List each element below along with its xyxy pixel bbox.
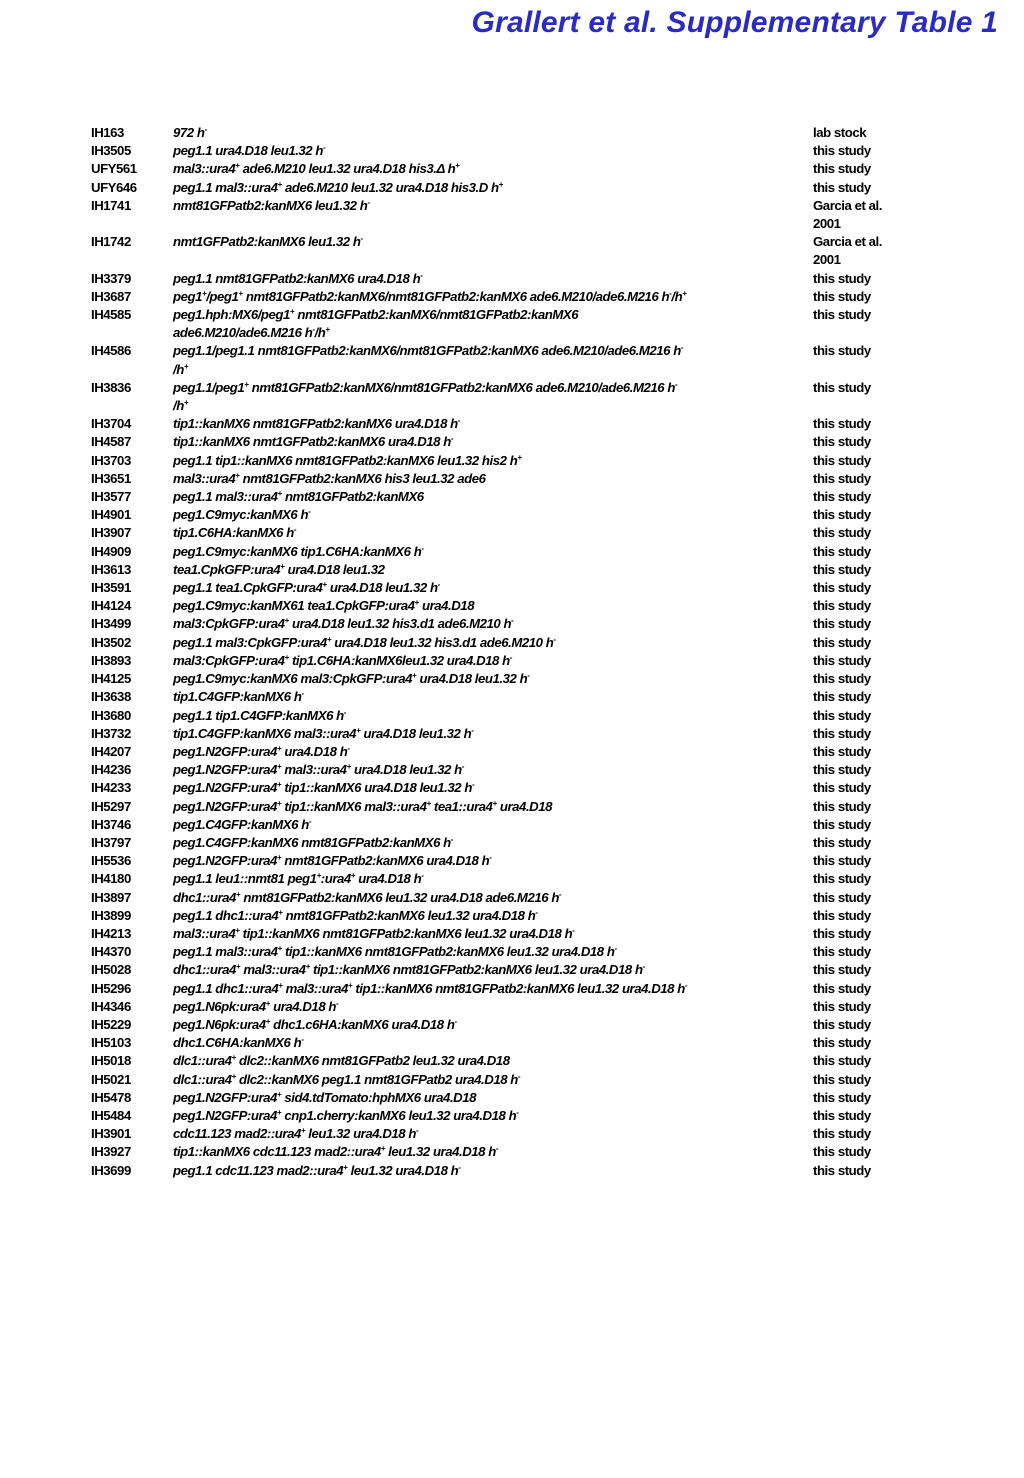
- strain-id: IH3732: [91, 725, 131, 741]
- strain-id: IH3746: [91, 816, 131, 832]
- strain-genotype: [173, 452, 813, 470]
- strain-id: IH5018: [91, 1053, 131, 1069]
- table-row: [91, 579, 903, 597]
- strain-source: Garcia et al. 2001: [813, 197, 882, 232]
- table-row: [91, 652, 903, 670]
- strain-source: this study: [813, 561, 871, 577]
- strain-source: this study: [813, 288, 871, 304]
- strain-source: this study: [813, 762, 871, 778]
- genotype-line: nmt81GFPatb2:kanMX6 leu1.32 h-: [173, 197, 370, 213]
- strain-source: this study: [813, 798, 871, 814]
- strain-id: IH3502: [91, 634, 131, 650]
- strain-source: this study: [813, 1107, 871, 1123]
- strain-id: IH3680: [91, 707, 131, 723]
- strain-genotype: [173, 725, 813, 743]
- table-row: [91, 1107, 903, 1125]
- genotype-line: peg1.hph:MX6/peg1+ nmt81GFPatb2:kanMX6/nmt81GFPatb2:kanMX6: [173, 307, 579, 323]
- table-row: [91, 233, 903, 269]
- genotype-line: peg1.N2GFP:ura4+ mal3::ura4+ ura4.D18 leu1.32 h-: [173, 762, 464, 778]
- strain-genotype: [173, 433, 813, 451]
- table-row: [91, 160, 903, 178]
- strain-id: IH4207: [91, 743, 131, 759]
- table-row: [91, 1162, 903, 1180]
- strain-genotype: [173, 506, 813, 524]
- strain-table: [91, 124, 903, 1180]
- strain-source: this study: [813, 671, 871, 687]
- strain-id: IH5484: [91, 1107, 131, 1123]
- strain-id: IH4909: [91, 543, 131, 559]
- strain-source: this study: [813, 270, 871, 286]
- strain-source: this study: [813, 780, 871, 796]
- table-row: [91, 288, 903, 306]
- genotype-line: peg1.1 tip1::kanMX6 nmt81GFPatb2:kanMX6 leu1.32 his2 h+: [173, 452, 522, 468]
- strain-id: IH3613: [91, 561, 131, 577]
- table-row: [91, 779, 903, 797]
- genotype-line: peg1.N2GFP:ura4+ cnp1.cherry:kanMX6 leu1.32 ura4.D18 h-: [173, 1107, 519, 1123]
- strain-source: this study: [813, 962, 871, 978]
- table-row: [91, 1143, 903, 1161]
- strain-genotype: [173, 306, 813, 342]
- strain-source: this study: [813, 598, 871, 614]
- table-row: [91, 415, 903, 433]
- genotype-line: peg1.N2GFP:ura4+ tip1::kanMX6 mal3::ura4+ tea1::ura4+ ura4.D18: [173, 798, 552, 814]
- table-row: [91, 834, 903, 852]
- strain-genotype: [173, 597, 813, 615]
- genotype-line: ade6.M210/ade6.M216 h-/h+: [173, 325, 330, 341]
- strain-genotype: [173, 470, 813, 488]
- genotype-line: dlc1::ura4+ dlc2::kanMX6 peg1.1 nmt81GFPatb2 ura4.D18 h-: [173, 1071, 521, 1087]
- strain-genotype: [173, 415, 813, 433]
- genotype-line: peg1.N6pk:ura4+ ura4.D18 h-: [173, 998, 339, 1014]
- strain-genotype: [173, 142, 813, 160]
- table-row: [91, 998, 903, 1016]
- strain-source: this study: [813, 707, 871, 723]
- strain-source: this study: [813, 743, 871, 759]
- genotype-line: peg1.1 mal3:CpkGFP:ura4+ ura4.D18 leu1.32 his3.d1 ade6.M210 h-: [173, 634, 556, 650]
- genotype-line: tip1.C4GFP:kanMX6 h-: [173, 689, 304, 705]
- strain-source: this study: [813, 834, 871, 850]
- strain-id: IH3379: [91, 270, 131, 286]
- strain-genotype: [173, 561, 813, 579]
- strain-genotype: [173, 270, 813, 288]
- table-row: [91, 943, 903, 961]
- table-row: [91, 124, 903, 142]
- strain-source: this study: [813, 525, 871, 541]
- strain-genotype: [173, 652, 813, 670]
- strain-source: this study: [813, 161, 871, 177]
- strain-genotype: [173, 288, 813, 306]
- genotype-line: peg1.N2GFP:ura4+ nmt81GFPatb2:kanMX6 ura4.D18 h-: [173, 853, 492, 869]
- strain-id: IH3907: [91, 525, 131, 541]
- strain-source: this study: [813, 652, 871, 668]
- genotype-line: peg1.C4GFP:kanMX6 h-: [173, 816, 312, 832]
- strain-source: this study: [813, 907, 871, 923]
- strain-id: UFY646: [91, 179, 137, 195]
- genotype-line: mal3::ura4+ ade6.M210 leu1.32 ura4.D18 his3.Δ h+: [173, 161, 460, 177]
- strain-genotype: [173, 834, 813, 852]
- table-row: [91, 761, 903, 779]
- strain-genotype: [173, 160, 813, 178]
- page-title: Grallert et al. Supplementary Table 1: [471, 6, 998, 39]
- strain-genotype: [173, 907, 813, 925]
- strain-source: this study: [813, 944, 871, 960]
- table-row: [91, 506, 903, 524]
- strain-genotype: [173, 579, 813, 597]
- genotype-line: peg1.1/peg1+ nmt81GFPatb2:kanMX6/nmt81GFPatb2:kanMX6 ade6.M210/ade6.M216 h-: [173, 379, 678, 395]
- genotype-line: peg1.1 cdc11.123 mad2::ura4+ leu1.32 ura4.D18 h-: [173, 1162, 461, 1178]
- strain-genotype: [173, 1016, 813, 1034]
- strain-id: IH4585: [91, 307, 131, 323]
- strain-id: IH1742: [91, 234, 131, 250]
- strain-genotype: [173, 379, 813, 415]
- table-row: [91, 452, 903, 470]
- strain-source: this study: [813, 379, 871, 395]
- strain-id: IH3704: [91, 416, 131, 432]
- strain-genotype: [173, 179, 813, 197]
- strain-genotype: [173, 889, 813, 907]
- strain-source: this study: [813, 689, 871, 705]
- strain-id: IH4124: [91, 598, 131, 614]
- strain-genotype: [173, 943, 813, 961]
- strain-source: this study: [813, 816, 871, 832]
- strain-source: this study: [813, 1016, 871, 1032]
- strain-source: this study: [813, 1071, 871, 1087]
- strain-id: IH5028: [91, 962, 131, 978]
- strain-source: this study: [813, 489, 871, 505]
- table-row: [91, 543, 903, 561]
- strain-id: IH4180: [91, 871, 131, 887]
- strain-id: IH4233: [91, 780, 131, 796]
- strain-source: this study: [813, 507, 871, 523]
- strain-source: this study: [813, 634, 871, 650]
- strain-source: this study: [813, 889, 871, 905]
- strain-id: IH4370: [91, 944, 131, 960]
- table-row: [91, 615, 903, 633]
- strain-genotype: [173, 1107, 813, 1125]
- strain-source: Garcia et al. 2001: [813, 234, 882, 268]
- genotype-line: peg1+/peg1+ nmt81GFPatb2:kanMX6/nmt81GFPatb2:kanMX6 ade6.M210/ade6.M216 h-/h+: [173, 288, 687, 304]
- genotype-line: dlc1::ura4+ dlc2::kanMX6 nmt81GFPatb2 leu1.32 ura4.D18: [173, 1053, 510, 1069]
- strain-id: IH3638: [91, 689, 131, 705]
- table-row: [91, 179, 903, 197]
- strain-genotype: [173, 524, 813, 542]
- strain-id: IH3577: [91, 489, 131, 505]
- strain-id: IH5103: [91, 1035, 131, 1051]
- strain-genotype: [173, 961, 813, 979]
- strain-genotype: [173, 634, 813, 652]
- genotype-line: tip1::kanMX6 cdc11.123 mad2::ura4+ leu1.32 ura4.D18 h-: [173, 1144, 499, 1160]
- strain-genotype: [173, 707, 813, 725]
- table-row: [91, 743, 903, 761]
- genotype-line: tea1.CpkGFP:ura4+ ura4.D18 leu1.32: [173, 561, 385, 577]
- table-row: [91, 688, 903, 706]
- table-row: [91, 379, 903, 415]
- strain-source: this study: [813, 616, 871, 632]
- genotype-line: peg1.1 mal3::ura4+ ade6.M210 leu1.32 ura4.D18 his3.D h+: [173, 179, 503, 195]
- strain-id: IH3897: [91, 889, 131, 905]
- table-row: [91, 597, 903, 615]
- genotype-line: dhc1::ura4+ nmt81GFPatb2:kanMX6 leu1.32 ura4.D18 ade6.M216 h-: [173, 889, 562, 905]
- strain-id: IH4901: [91, 507, 131, 523]
- strain-source: lab stock: [813, 125, 867, 140]
- genotype-line: peg1.C4GFP:kanMX6 nmt81GFPatb2:kanMX6 h-: [173, 834, 453, 850]
- table-row: [91, 907, 903, 925]
- strain-genotype: [173, 342, 813, 378]
- strain-source: this study: [813, 1089, 871, 1105]
- genotype-line: peg1.C9myc:kanMX6 h-: [173, 507, 311, 523]
- strain-id: IH3703: [91, 452, 131, 468]
- strain-genotype: [173, 1089, 813, 1107]
- strain-id: IH5478: [91, 1089, 131, 1105]
- strain-id: IH4346: [91, 998, 131, 1014]
- genotype-line: peg1.1 mal3::ura4+ tip1::kanMX6 nmt81GFPatb2:kanMX6 leu1.32 ura4.D18 h-: [173, 944, 617, 960]
- strain-genotype: [173, 870, 813, 888]
- table-row: [91, 961, 903, 979]
- strain-id: IH4587: [91, 434, 131, 450]
- genotype-line: dhc1.C6HA:kanMX6 h-: [173, 1035, 304, 1051]
- table-row: [91, 1016, 903, 1034]
- genotype-line: peg1.C9myc:kanMX61 tea1.CpkGFP:ura4+ ura4.D18: [173, 598, 475, 614]
- strain-id: IH4125: [91, 671, 131, 687]
- strain-id: IH4586: [91, 343, 131, 359]
- strain-genotype: [173, 615, 813, 633]
- genotype-line: nmt1GFPatb2:kanMX6 leu1.32 h-: [173, 234, 363, 250]
- strain-source: this study: [813, 452, 871, 468]
- strain-id: IH163: [91, 125, 124, 140]
- table-row: [91, 488, 903, 506]
- table-row: [91, 816, 903, 834]
- genotype-line: tip1.C6HA:kanMX6 h-: [173, 525, 297, 541]
- strain-genotype: [173, 852, 813, 870]
- strain-id: IH5296: [91, 980, 131, 996]
- strain-source: this study: [813, 925, 871, 941]
- strain-genotype: [173, 761, 813, 779]
- table-row: [91, 725, 903, 743]
- strain-id: IH3836: [91, 379, 131, 395]
- strain-source: this study: [813, 725, 871, 741]
- table-row: [91, 1089, 903, 1107]
- genotype-line: peg1.N2GFP:ura4+ tip1::kanMX6 ura4.D18 leu1.32 h-: [173, 780, 475, 796]
- table-row: [91, 980, 903, 998]
- table-row: [91, 670, 903, 688]
- strain-id: IH5297: [91, 798, 131, 814]
- strain-id: IH3591: [91, 580, 131, 596]
- table-row: [91, 142, 903, 160]
- table-row: [91, 306, 903, 342]
- strain-source: this study: [813, 1053, 871, 1069]
- strain-genotype: [173, 743, 813, 761]
- table-row: [91, 889, 903, 907]
- table-row: [91, 925, 903, 943]
- table-row: [91, 433, 903, 451]
- table-row: [91, 470, 903, 488]
- strain-source: this study: [813, 143, 871, 159]
- genotype-line: peg1.1/peg1.1 nmt81GFPatb2:kanMX6/nmt81GFPatb2:kanMX6 ade6.M210/ade6.M216 h-: [173, 343, 684, 359]
- strain-genotype: [173, 1125, 813, 1143]
- strain-source: this study: [813, 1162, 871, 1178]
- table-row: [91, 798, 903, 816]
- genotype-line: tip1::kanMX6 nmt81GFPatb2:kanMX6 ura4.D18 h-: [173, 416, 460, 432]
- genotype-line: peg1.N2GFP:ura4+ ura4.D18 h-: [173, 743, 350, 759]
- strain-source: this study: [813, 543, 871, 559]
- table-row: [91, 852, 903, 870]
- strain-genotype: [173, 670, 813, 688]
- strain-source: this study: [813, 434, 871, 450]
- genotype-line: peg1.1 dhc1::ura4+ nmt81GFPatb2:kanMX6 leu1.32 ura4.D18 h-: [173, 907, 538, 923]
- strain-id: IH3899: [91, 907, 131, 923]
- genotype-line: cdc11.123 mad2::ura4+ leu1.32 ura4.D18 h-: [173, 1126, 419, 1142]
- strain-source: this study: [813, 470, 871, 486]
- strain-source: this study: [813, 343, 871, 359]
- table-row: [91, 634, 903, 652]
- strain-source: this study: [813, 853, 871, 869]
- strain-table-body: [91, 124, 903, 1180]
- strain-source: this study: [813, 416, 871, 432]
- table-row: [91, 561, 903, 579]
- strain-id: IH3927: [91, 1144, 131, 1160]
- strain-genotype: [173, 1162, 813, 1180]
- table-row: [91, 524, 903, 542]
- strain-genotype: [173, 980, 813, 998]
- genotype-line: peg1.1 tip1.C4GFP:kanMX6 h-: [173, 707, 346, 723]
- strain-id: IH3505: [91, 143, 131, 159]
- strain-genotype: [173, 816, 813, 834]
- genotype-line: peg1.C9myc:kanMX6 tip1.C6HA:kanMX6 h-: [173, 543, 424, 559]
- strain-id: IH5021: [91, 1071, 131, 1087]
- strain-source: this study: [813, 1144, 871, 1160]
- strain-id: IH3893: [91, 652, 131, 668]
- table-row: [91, 1052, 903, 1070]
- genotype-line: peg1.1 ura4.D18 leu1.32 h-: [173, 143, 326, 159]
- strain-genotype: [173, 779, 813, 797]
- strain-genotype: [173, 1052, 813, 1070]
- strain-id: IH3499: [91, 616, 131, 632]
- table-row: [91, 1034, 903, 1052]
- genotype-line: mal3::ura4+ nmt81GFPatb2:kanMX6 his3 leu1.32 ade6: [173, 470, 486, 486]
- genotype-line: peg1.1 nmt81GFPatb2:kanMX6 ura4.D18 h-: [173, 270, 423, 286]
- strain-genotype: [173, 197, 813, 233]
- table-row: [91, 1125, 903, 1143]
- genotype-line: peg1.1 tea1.CpkGFP:ura4+ ura4.D18 leu1.32 h-: [173, 580, 440, 596]
- strain-id: IH3901: [91, 1126, 131, 1142]
- table-row: [91, 870, 903, 888]
- genotype-line: tip1::kanMX6 nmt1GFPatb2:kanMX6 ura4.D18 h-: [173, 434, 454, 450]
- strain-id: IH3699: [91, 1162, 131, 1178]
- strain-source: this study: [813, 307, 871, 323]
- strain-source: this study: [813, 580, 871, 596]
- strain-id: IH5536: [91, 853, 131, 869]
- strain-id: IH4236: [91, 762, 131, 778]
- strain-genotype: [173, 798, 813, 816]
- strain-id: IH3797: [91, 834, 131, 850]
- genotype-line: tip1.C4GFP:kanMX6 mal3::ura4+ ura4.D18 leu1.32 h-: [173, 725, 474, 741]
- table-row: [91, 270, 903, 288]
- genotype-line: mal3::ura4+ tip1::kanMX6 nmt81GFPatb2:kanMX6 leu1.32 ura4.D18 h-: [173, 925, 575, 941]
- genotype-line: peg1.1 dhc1::ura4+ mal3::ura4+ tip1::kanMX6 nmt81GFPatb2:kanMX6 leu1.32 ura4.D18 h-: [173, 980, 688, 996]
- strain-genotype: [173, 124, 813, 142]
- genotype-line: 972 h-: [173, 125, 207, 140]
- genotype-line: mal3:CpkGFP:ura4+ ura4.D18 leu1.32 his3.d1 ade6.M210 h-: [173, 616, 514, 632]
- strain-id: IH3651: [91, 470, 131, 486]
- strain-genotype: [173, 488, 813, 506]
- genotype-line: dhc1::ura4+ mal3::ura4+ tip1::kanMX6 nmt81GFPatb2:kanMX6 leu1.32 ura4.D18 h-: [173, 962, 645, 978]
- strain-source: this study: [813, 1035, 871, 1051]
- strain-genotype: [173, 688, 813, 706]
- strain-source: this study: [813, 871, 871, 887]
- strain-id: UFY561: [91, 161, 137, 177]
- genotype-line: peg1.N2GFP:ura4+ sid4.tdTomato:hphMX6 ura4.D18: [173, 1089, 476, 1105]
- strain-id: IH5229: [91, 1016, 131, 1032]
- strain-source: this study: [813, 998, 871, 1014]
- genotype-line: peg1.N6pk:ura4+ dhc1.c6HA:kanMX6 ura4.D18 h-: [173, 1016, 457, 1032]
- strain-id: IH3687: [91, 288, 131, 304]
- genotype-line: /h+: [173, 398, 189, 414]
- strain-source: this study: [813, 980, 871, 996]
- strain-source: this study: [813, 179, 871, 195]
- genotype-line: mal3:CpkGFP:ura4+ tip1.C6HA:kanMX6leu1.32 ura4.D18 h-: [173, 652, 512, 668]
- genotype-line: /h+: [173, 361, 189, 377]
- strain-genotype: [173, 925, 813, 943]
- table-row: [91, 197, 903, 233]
- table-row: [91, 342, 903, 378]
- table-row: [91, 707, 903, 725]
- strain-genotype: [173, 1143, 813, 1161]
- strain-genotype: [173, 543, 813, 561]
- strain-genotype: [173, 1034, 813, 1052]
- strain-id: IH1741: [91, 197, 131, 213]
- genotype-line: peg1.1 mal3::ura4+ nmt81GFPatb2:kanMX6: [173, 489, 424, 505]
- strain-genotype: [173, 1071, 813, 1089]
- genotype-line: peg1.C9myc:kanMX6 mal3:CpkGFP:ura4+ ura4.D18 leu1.32 h-: [173, 671, 530, 687]
- genotype-line: peg1.1 leu1::nmt81 peg1+:ura4+ ura4.D18 h-: [173, 871, 424, 887]
- strain-genotype: [173, 233, 813, 269]
- table-row: [91, 1071, 903, 1089]
- strain-genotype: [173, 998, 813, 1016]
- strain-source: this study: [813, 1126, 871, 1142]
- strain-id: IH4213: [91, 925, 131, 941]
